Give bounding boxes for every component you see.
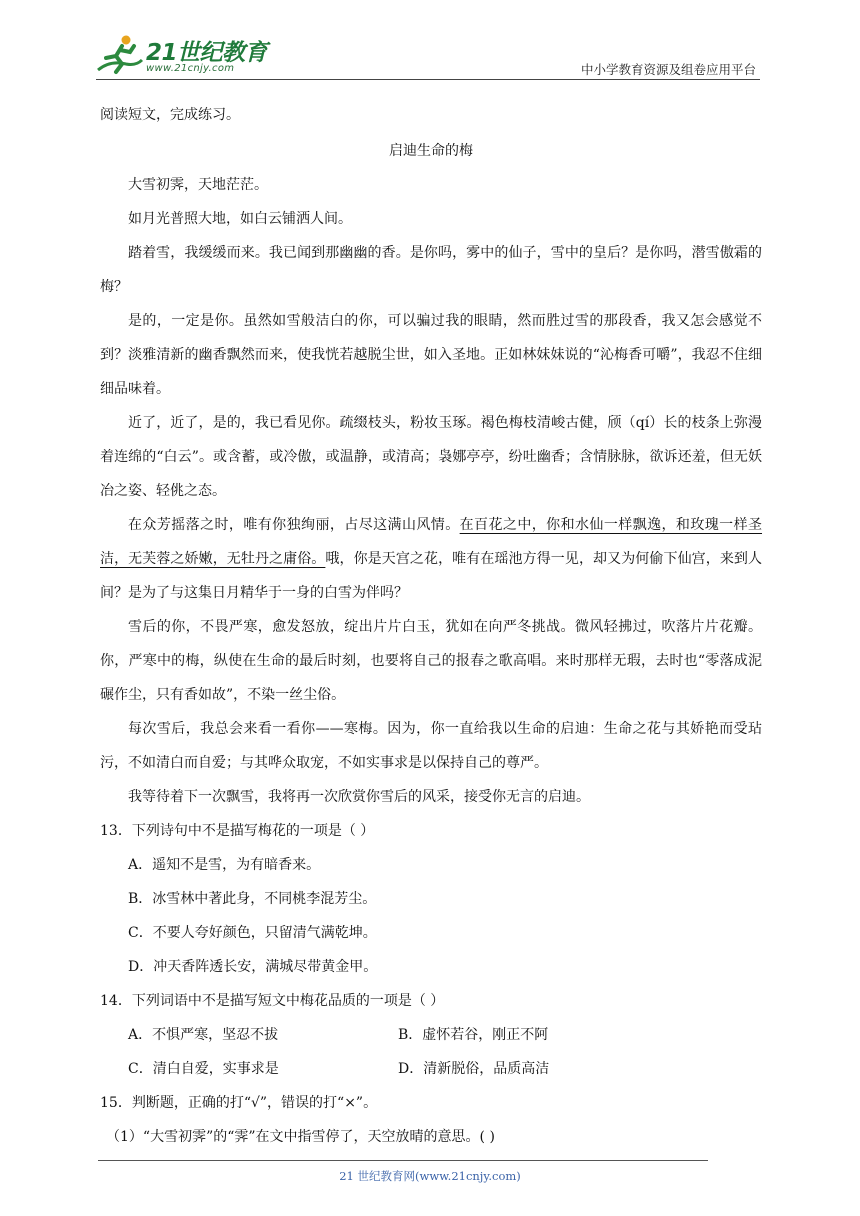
q15-statement-1: （1）“大雪初霁”的“霁”在文中指雪停了，天空放晴的意思。( ) bbox=[106, 1129, 495, 1145]
q13-option-c: C．不要人夸好颜色，只留清气满乾坤。 bbox=[128, 925, 377, 941]
logo-url: www.21cnjy.com bbox=[146, 63, 235, 74]
q14-option-a: A．不惧严寒，坚忍不拔 bbox=[128, 1027, 279, 1043]
document-body bbox=[100, 100, 762, 1154]
paragraph-7: 雪后的你，不畏严寒，愈发怒放，绽出片片白玉，犹如在向严冬挑战。微风轻拂过，吹落片片花瓣。你，严寒中的梅，纵使在生命的最后时刻，也要将自己的报春之歌高唱。来时那样无瑕，去时也“零落成泥碾作尘，只有香如故”，不染一丝尘俗。 bbox=[100, 619, 762, 703]
q13-option-d: D．冲天香阵透长安，满城尽带黄金甲。 bbox=[128, 959, 378, 975]
paragraph-6-start: 在众芳摇落之时，唯有你独绚丽，占尽这满山风情。 bbox=[128, 517, 460, 533]
q14-option-c: C．清白自爱，实事求是 bbox=[128, 1061, 279, 1077]
paragraph-6-end: 哦，你是天宫之花，唯有在瑶池方得一见，却又为何偷下仙宫，来到人间？是为了与这集日月精华于一身的白雪为伴吗？ bbox=[100, 551, 762, 601]
q13-option-a: A．遥知不是雪，为有暗香来。 bbox=[128, 857, 321, 873]
question-14: 14．下列词语中不是描写短文中梅花品质的一项是（ ） bbox=[100, 993, 445, 1009]
logo-title: 21世纪教育 bbox=[146, 40, 268, 66]
q14-option-d: D．清新脱俗，品质高洁 bbox=[398, 1061, 550, 1077]
q14-options-row-2 bbox=[100, 1052, 762, 1086]
q13-option-b: B．冰雪林中著此身，不同桃李混芳尘。 bbox=[128, 891, 377, 907]
platform-name: 中小学教育资源及组卷应用平台 bbox=[580, 62, 756, 77]
paragraph-4: 是的，一定是你。虽然如雪般洁白的你，可以骗过我的眼睛，然而胜过雪的那段香，我又怎会感觉不到？淡雅清新的幽香飘然而来，使我恍若越脱尘世，如入圣地。正如林妹妹说的“沁梅香可嚼”，我忍不住细细品味着。 bbox=[100, 313, 762, 397]
question-15: 15．判断题，正确的打“√”，错误的打“×”。 bbox=[100, 1095, 378, 1111]
q14-options-row-1 bbox=[100, 1018, 762, 1052]
site-logo bbox=[96, 32, 266, 78]
paragraph-3: 踏着雪，我缓缓而来。我已闻到那幽幽的香。是你吗，雾中的仙子，雪中的皇后？是你吗，潜雪傲霜的梅？ bbox=[100, 245, 762, 295]
q14-option-b: B．虚怀若谷，刚正不阿 bbox=[398, 1027, 549, 1043]
runner-logo-icon bbox=[96, 34, 144, 76]
header-divider bbox=[96, 79, 760, 80]
article-title: 启迪生命的梅 bbox=[389, 143, 473, 159]
instruction: 阅读短文，完成练习。 bbox=[100, 107, 240, 123]
question-13: 13．下列诗句中不是描写梅花的一项是（ ） bbox=[100, 823, 375, 839]
underlined-sentence: 在百花之中，你和水仙一样飘逸，和玫瑰一样圣洁，无芙蓉之娇嫩，无牡丹之庸俗。 bbox=[100, 517, 763, 567]
paragraph-2: 如月光普照大地，如白云铺洒人间。 bbox=[128, 211, 352, 227]
footer-divider bbox=[98, 1160, 708, 1161]
page-footer: 21 世纪教育网(www.21cnjy.com) bbox=[339, 1169, 521, 1183]
paragraph-9: 我等待着下一次飘雪，我将再一次欣赏你雪后的风采，接受你无言的启迪。 bbox=[128, 789, 590, 805]
paragraph-6 bbox=[100, 508, 762, 610]
paragraph-1: 大雪初霁，天地茫茫。 bbox=[128, 177, 268, 193]
page-header bbox=[96, 30, 760, 80]
paragraph-8: 每次雪后，我总会来看一看你——寒梅。因为，你一直给我以生命的启迪：生命之花与其娇艳而受玷污，不如清白而自爱；与其哗众取宠，不如实事求是以保持自己的尊严。 bbox=[100, 721, 762, 771]
paragraph-5: 近了，近了，是的，我已看见你。疏缀枝头，粉妆玉琢。褐色梅枝清峻古健，颀（qí）长的枝条上弥漫着连绵的“白云”。或含蓄，或冷傲，或温静，或清高；袅娜亭亭，纷吐幽香；含情脉脉，欲诉还羞，但无妖冶之姿、轻佻之态。 bbox=[100, 415, 762, 499]
